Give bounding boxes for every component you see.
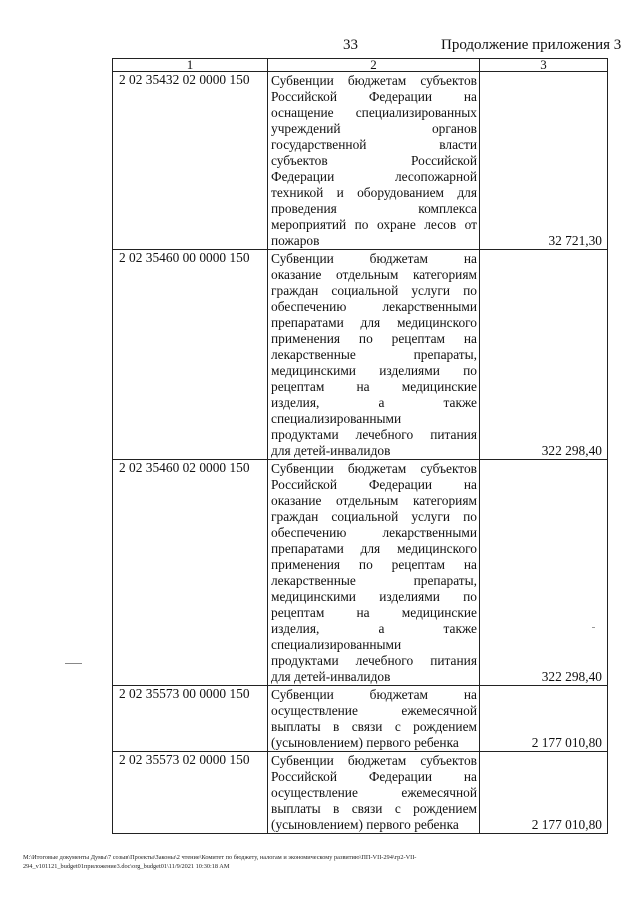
description-line: изделия, а также xyxy=(271,621,477,636)
budget-table xyxy=(112,58,608,834)
description-line: граждан социальной услуги по xyxy=(271,509,477,524)
description-line: субъектов Российской xyxy=(271,153,477,168)
description-line: Субвенции бюджетам на xyxy=(271,251,477,266)
description-line: лекарственные препараты, xyxy=(271,347,477,362)
amount-cell: 322 298,40 xyxy=(480,460,608,686)
description-line: оказание отдельным категориям xyxy=(271,267,477,282)
description-line: обеспечению лекарственными xyxy=(271,299,477,314)
file-path-footer xyxy=(23,853,623,871)
description-line: оснащение специализированных xyxy=(271,105,477,120)
scan-mark xyxy=(592,627,595,628)
table-row xyxy=(113,752,608,834)
table-row xyxy=(113,686,608,752)
description-line: Субвенции бюджетам субъектов xyxy=(271,461,477,476)
margin-dash xyxy=(65,663,82,664)
description-cell xyxy=(268,686,480,752)
description-line: применения по рецептам на xyxy=(271,557,477,572)
description-line: проведения комплекса xyxy=(271,201,477,216)
footer-line-1: M:\Итоговые документы Думы\7 созыв\Проекты\Законы\2 чтение\Комитет по бюджету, налогам и экономическому развитию\ПП-VII-294\гр2-VII- xyxy=(23,854,417,861)
description-line: продуктами лечебного питания xyxy=(271,427,477,442)
budget-code: 2 02 35432 02 0000 150 xyxy=(113,72,268,250)
description-line: продуктами лечебного питания xyxy=(271,653,477,668)
description-line: учреждений органов xyxy=(271,121,477,136)
description-line: для детей-инвалидов xyxy=(271,669,391,684)
table-header-row xyxy=(113,59,608,72)
table-row xyxy=(113,250,608,460)
description-line: рецептам на медицинские xyxy=(271,605,477,620)
description-cell xyxy=(268,250,480,460)
description-line: обеспечению лекарственными xyxy=(271,525,477,540)
table-row xyxy=(113,460,608,686)
amount-cell: 2 177 010,80 xyxy=(480,752,608,834)
description-line: осуществление ежемесячной xyxy=(271,785,477,800)
budget-code: 2 02 35573 02 0000 150 xyxy=(113,752,268,834)
description-line: граждан социальной услуги по xyxy=(271,283,477,298)
description-line: выплаты в связи с рождением xyxy=(271,719,477,734)
description-line: рецептам на медицинские xyxy=(271,379,477,394)
description-line: препаратами для медицинского xyxy=(271,315,477,330)
column-header-3: 3 xyxy=(480,59,608,72)
description-cell xyxy=(268,752,480,834)
description-line: медицинскими изделиями по xyxy=(271,589,477,604)
budget-code: 2 02 35460 02 0000 150 xyxy=(113,460,268,686)
description-cell xyxy=(268,72,480,250)
description-line: Российской Федерации на xyxy=(271,769,477,784)
description-line: государственной власти xyxy=(271,137,477,152)
description-line: изделия, а также xyxy=(271,395,477,410)
description-line: выплаты в связи с рождением xyxy=(271,801,477,816)
description-line: оказание отдельным категориям xyxy=(271,493,477,508)
amount-cell: 2 177 010,80 xyxy=(480,686,608,752)
description-line: мероприятий по охране лесов от xyxy=(271,217,477,232)
description-line: специализированными xyxy=(271,637,402,652)
description-line: Субвенции бюджетам на xyxy=(271,687,477,702)
description-line: техникой и оборудованием для xyxy=(271,185,477,200)
description-line: применения по рецептам на xyxy=(271,331,477,346)
footer-line-2: 294_v101121_budget01приложение3.doc\org_budget01\11/9/2021 10:30:18 AM xyxy=(23,863,230,870)
description-line: Федерации лесопожарной xyxy=(271,169,477,184)
description-line: пожаров xyxy=(271,233,320,248)
amount-cell: 322 298,40 xyxy=(480,250,608,460)
amount-cell: 32 721,30 xyxy=(480,72,608,250)
description-line: (усыновлением) первого ребенка xyxy=(271,735,459,750)
column-header-2: 2 xyxy=(268,59,480,72)
description-line: (усыновлением) первого ребенка xyxy=(271,817,459,832)
column-header-1: 1 xyxy=(113,59,268,72)
description-line: специализированными xyxy=(271,411,402,426)
description-cell xyxy=(268,460,480,686)
description-line: Субвенции бюджетам субъектов xyxy=(271,753,477,768)
description-line: лекарственные препараты, xyxy=(271,573,477,588)
description-line: для детей-инвалидов xyxy=(271,443,391,458)
budget-code: 2 02 35573 00 0000 150 xyxy=(113,686,268,752)
table-row xyxy=(113,72,608,250)
budget-code: 2 02 35460 00 0000 150 xyxy=(113,250,268,460)
description-line: Субвенции бюджетам субъектов xyxy=(271,73,477,88)
page-number: 33 xyxy=(343,37,358,53)
continuation-label: Продолжение приложения 3 xyxy=(441,37,622,53)
description-line: препаратами для медицинского xyxy=(271,541,477,556)
description-line: Российской Федерации на xyxy=(271,477,477,492)
description-line: медицинскими изделиями по xyxy=(271,363,477,378)
description-line: осуществление ежемесячной xyxy=(271,703,477,718)
description-line: Российской Федерации на xyxy=(271,89,477,104)
